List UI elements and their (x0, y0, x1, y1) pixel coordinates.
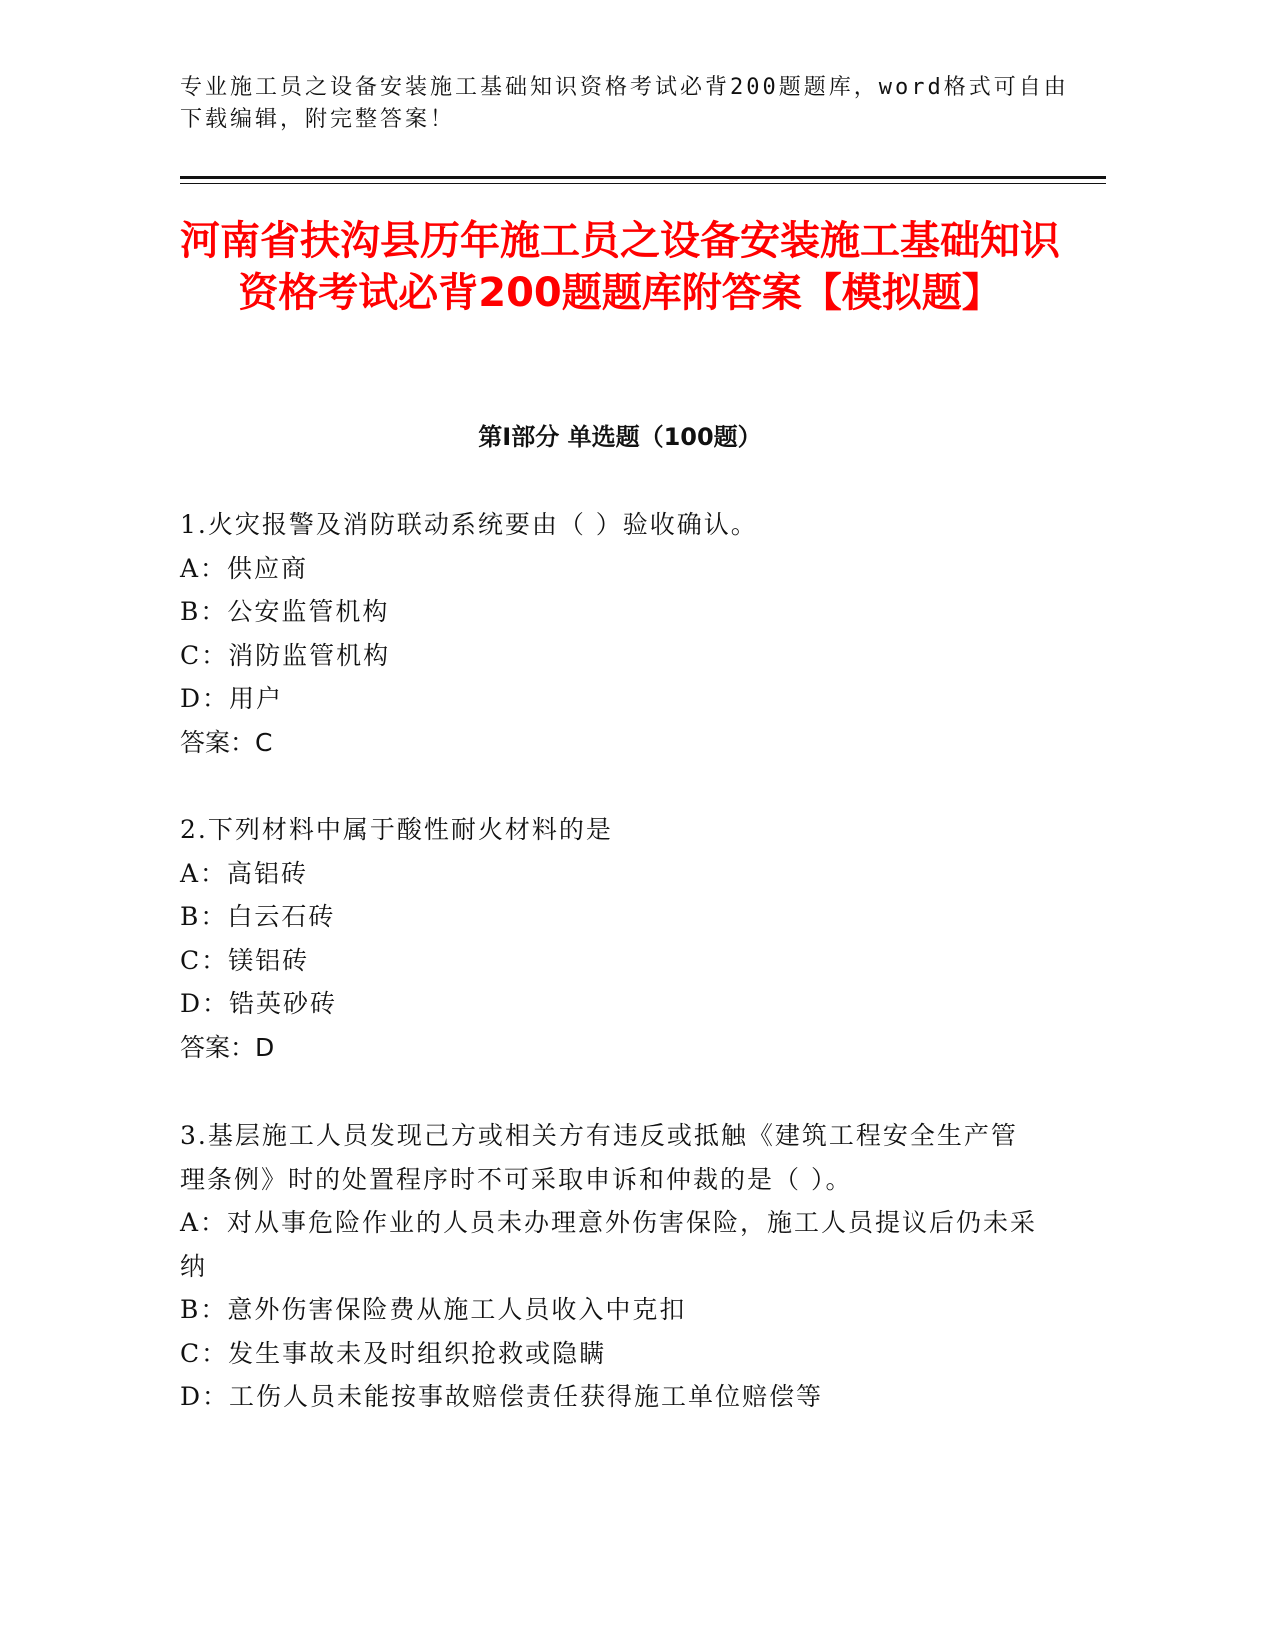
question-stem: 1.火灾报警及消防联动系统要由（ ）验收确认。 (180, 510, 758, 539)
document-title: 河南省扶沟县历年施工员之设备安装施工基础知识资格考试必背200题题库附答案【模拟题】 (180, 218, 1060, 316)
question-3 (180, 1114, 1040, 1419)
section-heading: 第I部分 单选题（100题） (478, 423, 762, 451)
option-a: A：对从事危险作业的人员未办理意外伤害保险，施工人员提议后仍未采纳 (180, 1208, 1038, 1281)
answer: 答案：C (180, 727, 273, 757)
option-a: A：供应商 (180, 553, 309, 583)
option-c: C：发生事故未及时组织抢救或隐瞒 (180, 1338, 607, 1368)
option-d: D：锆英砂砖 (180, 989, 338, 1018)
question-2 (180, 808, 1040, 1069)
option-a: A：高铝砖 (180, 858, 309, 888)
option-c: C：消防监管机构 (180, 640, 391, 670)
header-note: 专业施工员之设备安装施工基础知识资格考试必背200题题库，word格式可自由下载编辑，附完整答案！ (180, 75, 1069, 132)
question-stem: 2.下列材料中属于酸性耐火材料的是 (180, 815, 613, 844)
answer: 答案：D (180, 1032, 275, 1062)
option-d: D：用户 (180, 684, 284, 713)
header-divider-thin (180, 183, 1106, 184)
question-stem: 3.基层施工人员发现己方或相关方有违反或抵触《建筑工程安全生产管理条例》时的处置程序时不可采取申诉和仲裁的是（ ）。 (180, 1121, 1018, 1194)
header-divider-thick (180, 176, 1106, 179)
option-b: B：意外伤害保险费从施工人员收入中克扣 (180, 1295, 687, 1324)
option-d: D：工伤人员未能按事故赔偿责任获得施工单位赔偿等 (180, 1382, 824, 1411)
option-b: B：公安监管机构 (180, 597, 390, 626)
option-b: B：白云石砖 (180, 902, 336, 931)
question-1 (180, 503, 1040, 764)
option-c: C：镁铝砖 (180, 945, 310, 975)
